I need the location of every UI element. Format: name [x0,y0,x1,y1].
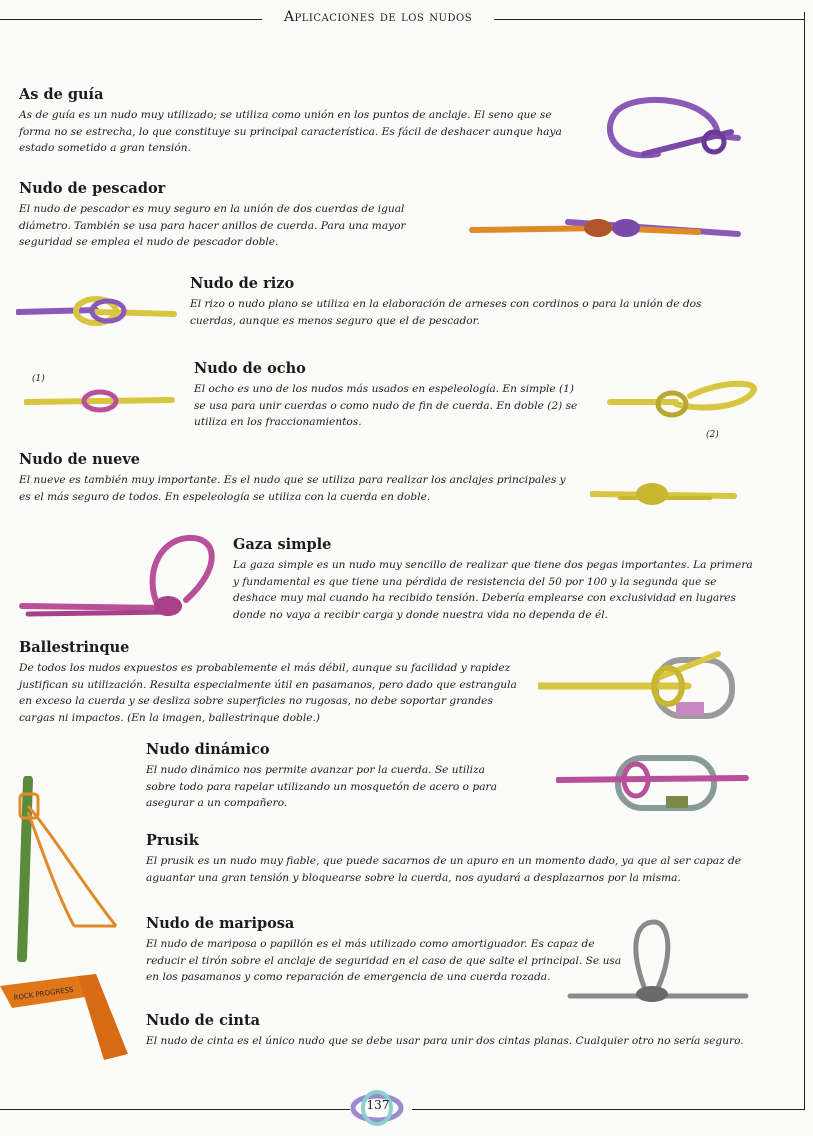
header-rule-left [0,19,262,20]
section-text: El prusik es un nudo muy fiable, que puede sacarnos de un apuro en un momento dado, ya que al ser capaz de aguantar una gran tensión y bloquearse sobre la cuerda, nos ayudará a desplazarnos por la misma. [146,855,742,884]
footer-rule [0,1109,350,1110]
section-prusik [146,832,746,886]
section-text: El nudo de pescador es muy seguro en la unión de dos cuerdas de igual diámetro. También se usa para hacer anillos de cuerda. Para una mayor seguridad se emplea el nudo de pescador doble. [19,203,406,248]
clove-hitch-carabiner-illustration [538,650,742,726]
section-pescador [19,180,449,251]
page-number: 137 [366,1098,390,1112]
section-title: Prusik [146,832,199,849]
water-knot-tape-illustration [0,968,136,1068]
section-cinta [146,1012,746,1050]
figure-nine-knot-illustration [590,478,738,512]
section-text: El nueve es también muy importante. Es el nudo que se utiliza para realizar los anclajes principales y es el más seguro de todos. En espeleología se utiliza con la cuerda en doble. [19,474,566,503]
figure-eight-knot-illustration [24,386,176,416]
section-mariposa [146,915,626,986]
section-as-de-guia [19,86,579,157]
header-rule-right [494,19,805,20]
section-text: El nudo dinámico nos permite avanzar por la cuerda. Se utiliza sobre todo para rapelar utilizando un mosquetón de acero o para asegurar a un compañero. [146,764,497,809]
section-title: Nudo de ocho [194,360,306,377]
section-rizo [190,275,750,329]
section-title: As de guía [19,86,104,103]
overhand-loop-knot-illustration [18,534,228,620]
prusik-knot-illustration [14,776,132,962]
munter-hitch-carabiner-illustration [556,752,750,812]
section-title: Nudo dinámico [146,741,270,758]
bowline-knot-illustration [596,92,746,174]
figure-label-2: (2) [706,430,719,440]
section-gaza [233,536,758,623]
section-text: El rizo o nudo plano se utiliza en la elaboración de arneses con cordinos o para la unión de dos cuerdas, aunque es menos seguro que el de pescador. [190,298,702,327]
section-title: Ballestrinque [19,639,130,656]
section-title: Nudo de rizo [190,275,295,292]
fisherman-knot-illustration [468,210,744,250]
section-title: Gaza simple [233,536,332,553]
section-title: Nudo de nueve [19,451,141,468]
reef-knot-illustration [16,292,178,330]
section-ballestrinque [19,639,529,726]
section-ocho [194,360,589,431]
page-border-bottom [412,1109,805,1110]
section-text: De todos los nudos expuestos es probablemente el más débil, aunque su facilidad y rapidez justifican su utilización. Resulta especialmente útil en pasamanos, pero dado que estrangula en exceso la cuerda y se desliza sobre superficies no rugosas, no debe soportar grandes cargas ni impactos. (En la imagen, ballestrinque doble.) [19,662,517,724]
section-title: Nudo de pescador [19,180,166,197]
page-border-right [804,12,805,1110]
page-header-title: Aplicaciones de los nudos [283,9,473,25]
section-nueve [19,451,579,505]
section-title: Nudo de mariposa [146,915,295,932]
section-title: Nudo de cinta [146,1012,261,1029]
section-text: El nudo de mariposa o papillón es el más utilizado como amortiguador. Es capaz de reducir el tirón sobre el anclaje de seguridad en el caso de que salte el principal. Se usa en los pasamanos y como reparación de emergencia de una cuerda rozada. [146,938,622,983]
section-text: La gaza simple es un nudo muy sencillo de realizar que tiene dos pegas importantes. La primera y fundamental es que tiene una pérdida de resistencia del 50 por 100 y la segunda que se deshace muy mal cuando ha recibido tensión. Debería emplearse con exclusividad en lugares donde no vaya a recibir carga y donde nuestra vida no dependa de él. [233,559,753,621]
section-dinamico [146,741,516,812]
tape-print-text: ROCK PROGRESS [13,985,74,1002]
figure-label-1: (1) [32,374,45,384]
section-text: As de guía es un nudo muy utilizado; se utiliza como unión en los puntos de anclaje. El seno que se forma no se estrecha, lo que constituye su principal característica. Es fácil de deshacer aunque haya estado sometido a gran tensión. [19,109,562,154]
section-text: El ocho es uno de los nudos más usados en espeleología. En simple (1) se usa para unir cuerdas o como nudo de fin de cuerda. En doble (2) se utiliza en los fraccionamientos. [194,383,578,428]
double-figure-eight-knot-illustration [606,376,760,428]
butterfly-knot-illustration [566,916,750,1008]
section-text: El nudo de cinta es el único nudo que se debe usar para unir dos cintas planas. Cualquier otro no sería seguro. [146,1035,744,1047]
